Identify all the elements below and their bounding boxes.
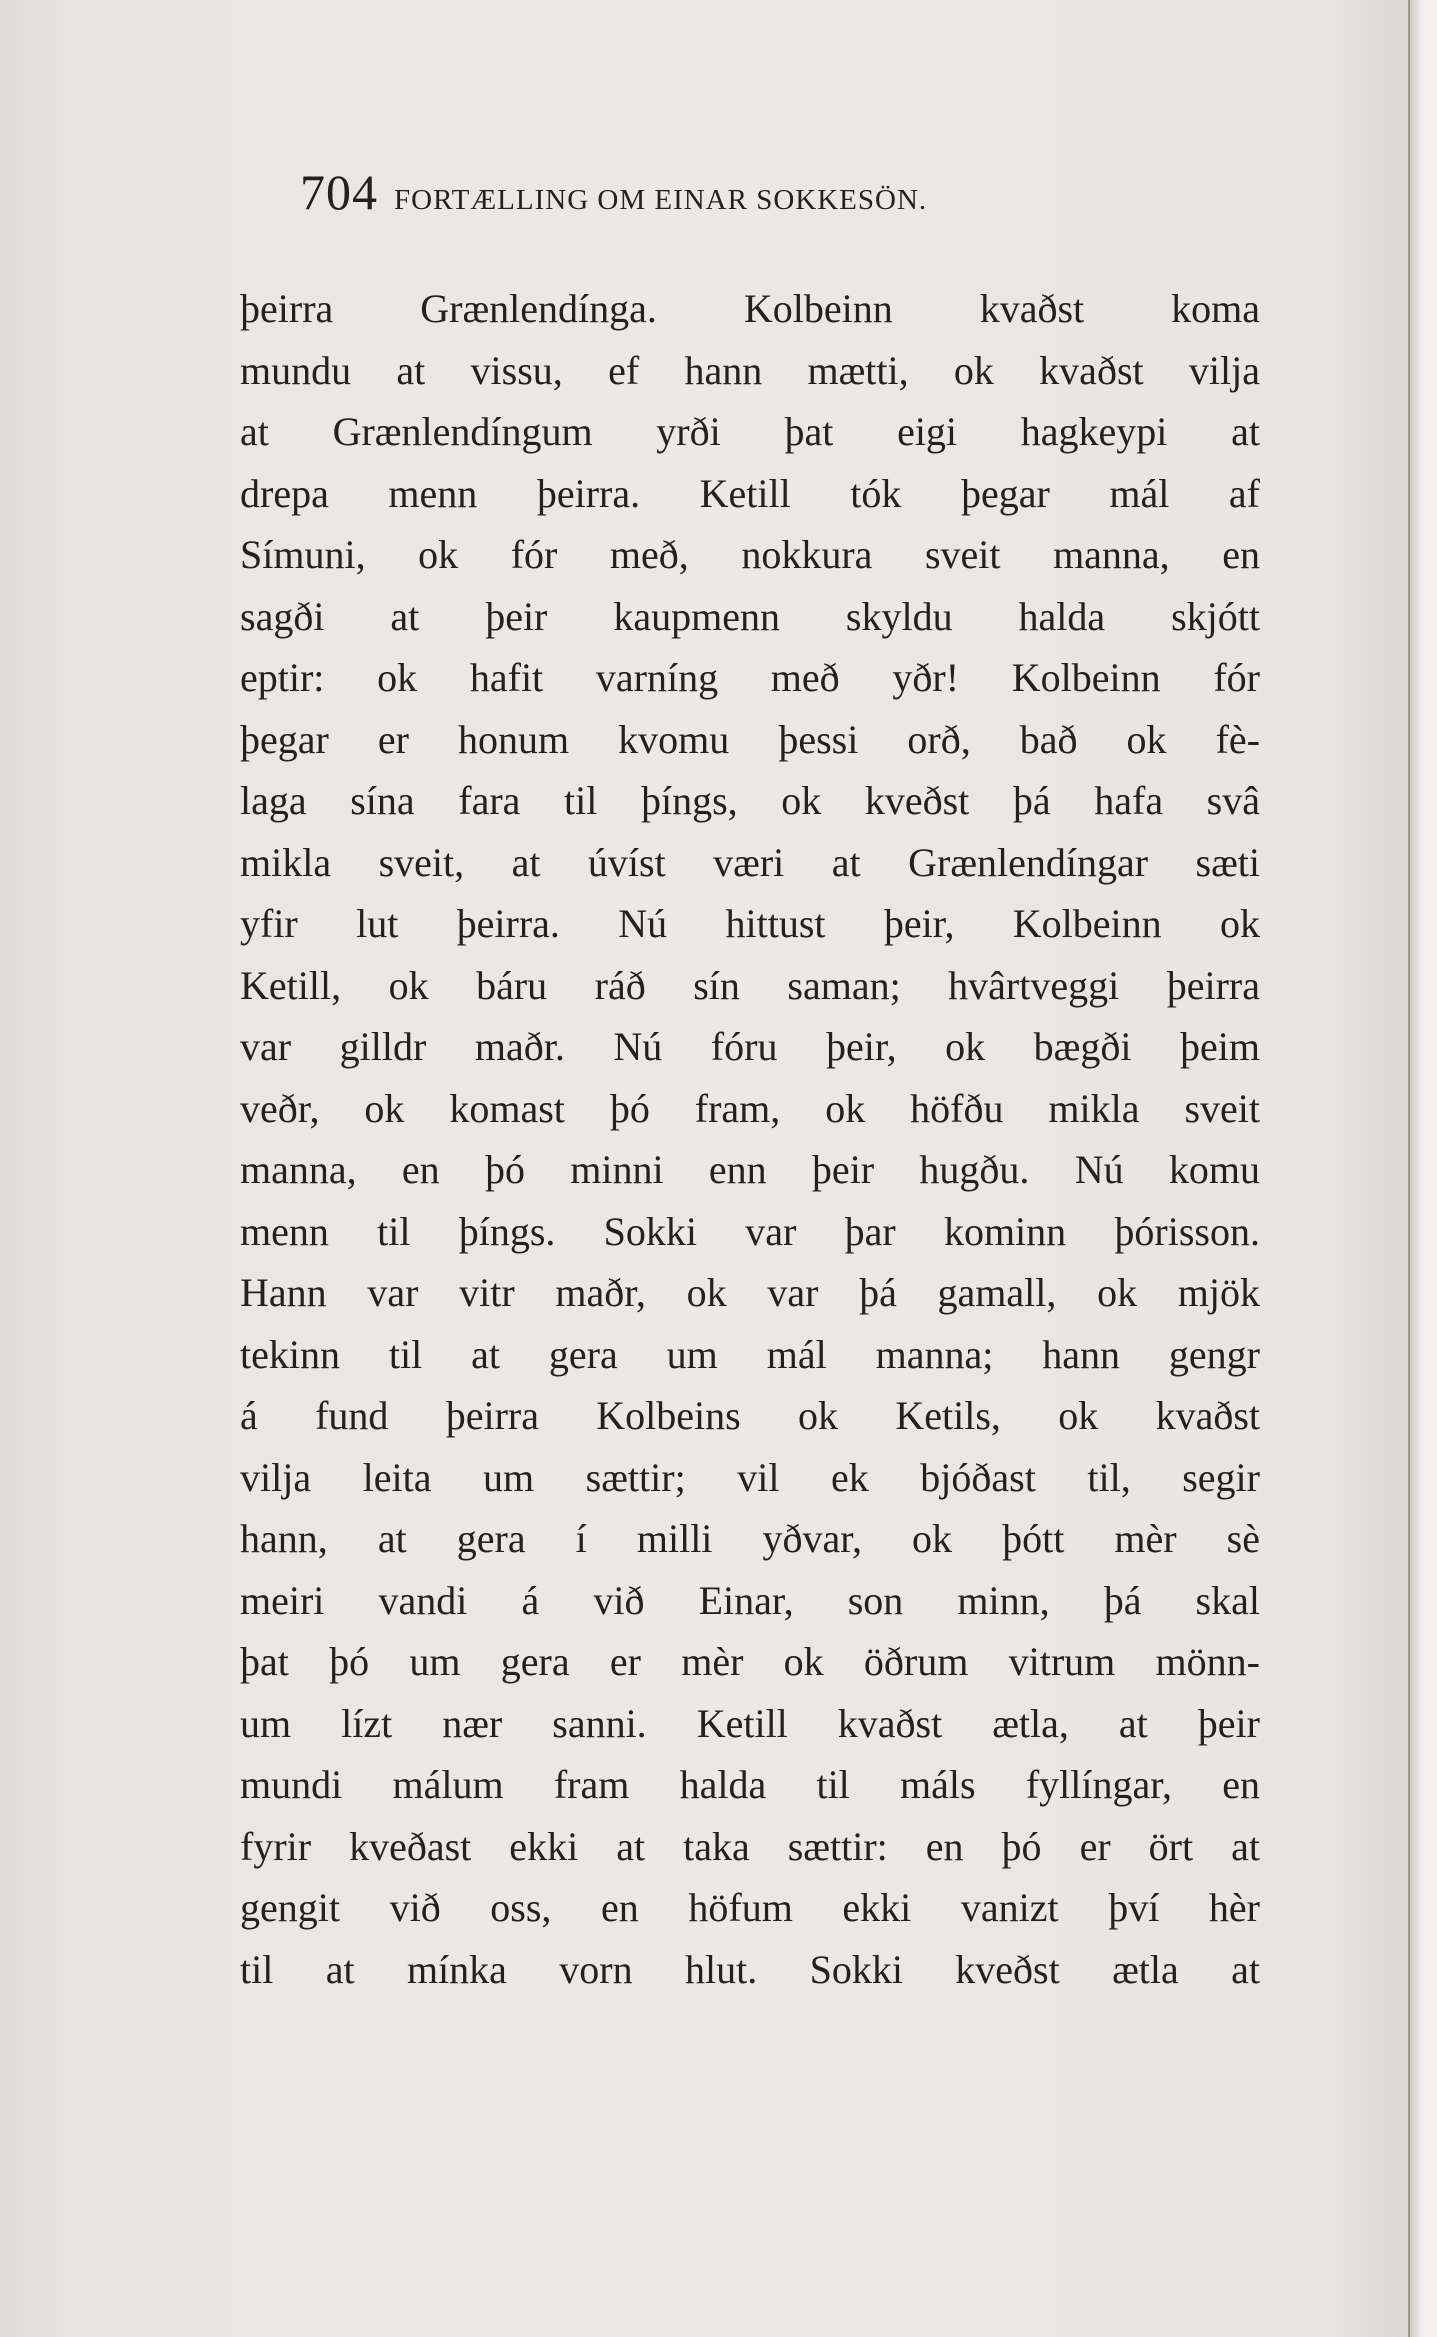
- text-line: sagði at þeir kaupmenn skyldu halda skjótt: [240, 593, 1260, 639]
- page-edge: [1408, 0, 1437, 2337]
- text-line: var gilldr maðr. Nú fóru þeir, ok bægði þeim: [240, 1024, 1260, 1069]
- text-line: hann, at gera í milli yðvar, ok þótt mèr sè: [240, 1516, 1260, 1561]
- text-line: Ketill, ok báru ráð sín saman; hvârtveggi þeirra: [240, 962, 1260, 1008]
- text-line: Símuni, ok fór með, nokkura sveit manna, en: [240, 532, 1260, 577]
- text-line: manna, en þó minni enn þeir hugðu. Nú komu: [240, 1147, 1260, 1192]
- running-title: FORTÆLLING OM EINAR SOKKESÖN.: [394, 184, 928, 216]
- text-line: vilja leita um sættir; vil ek bjóðast til, segir: [240, 1454, 1260, 1500]
- text-line: at Grænlendíngum yrði þat eigi hagkeypi at: [240, 409, 1260, 454]
- page-number: 704: [300, 164, 378, 220]
- text-line: þegar er honum kvomu þessi orð, bað ok fè-: [240, 716, 1260, 762]
- text-line: þeirra Grænlendínga. Kolbeinn kvaðst koma: [240, 286, 1260, 331]
- text-line: menn til þíngs. Sokki var þar kominn þórisson.: [240, 1208, 1260, 1254]
- text-line: gengit við oss, en höfum ekki vanizt því hèr: [240, 1885, 1260, 1930]
- page-header: [300, 163, 1200, 223]
- text-line: Hann var vitr maðr, ok var þá gamall, ok mjök: [240, 1270, 1260, 1315]
- text-line: mikla sveit, at úvíst væri at Grænlendíngar sæti: [240, 839, 1260, 885]
- text-line: tekinn til at gera um mál manna; hann gengr: [240, 1331, 1260, 1377]
- text-line: til at mínka vorn hlut. Sokki kveðst ætla at: [240, 1946, 1260, 1992]
- text-line: drepa menn þeirra. Ketill tók þegar mál af: [240, 470, 1260, 516]
- text-line: veðr, ok komast þó fram, ok höfðu mikla sveit: [240, 1085, 1260, 1131]
- text-line: um lízt nær sanni. Ketill kvaðst ætla, at þeir: [240, 1700, 1260, 1746]
- text-line: þat þó um gera er mèr ok öðrum vitrum mönn-: [240, 1639, 1260, 1684]
- text-line: laga sína fara til þíngs, ok kveðst þá hafa svâ: [240, 778, 1260, 823]
- body-text: [240, 278, 1260, 2000]
- text-line: fyrir kveðast ekki at taka sættir: en þó er ört at: [240, 1823, 1260, 1869]
- text-line: eptir: ok hafit varníng með yðr! Kolbeinn fór: [240, 655, 1260, 700]
- text-line: mundu at vissu, ef hann mætti, ok kvaðst vilja: [240, 347, 1260, 393]
- text-line: mundi málum fram halda til máls fyllíngar, en: [240, 1762, 1260, 1807]
- text-line: á fund þeirra Kolbeins ok Ketils, ok kvaðst: [240, 1393, 1260, 1438]
- text-line: meiri vandi á við Einar, son minn, þá skal: [240, 1577, 1260, 1623]
- text-line: yfir lut þeirra. Nú hittust þeir, Kolbeinn ok: [240, 901, 1260, 946]
